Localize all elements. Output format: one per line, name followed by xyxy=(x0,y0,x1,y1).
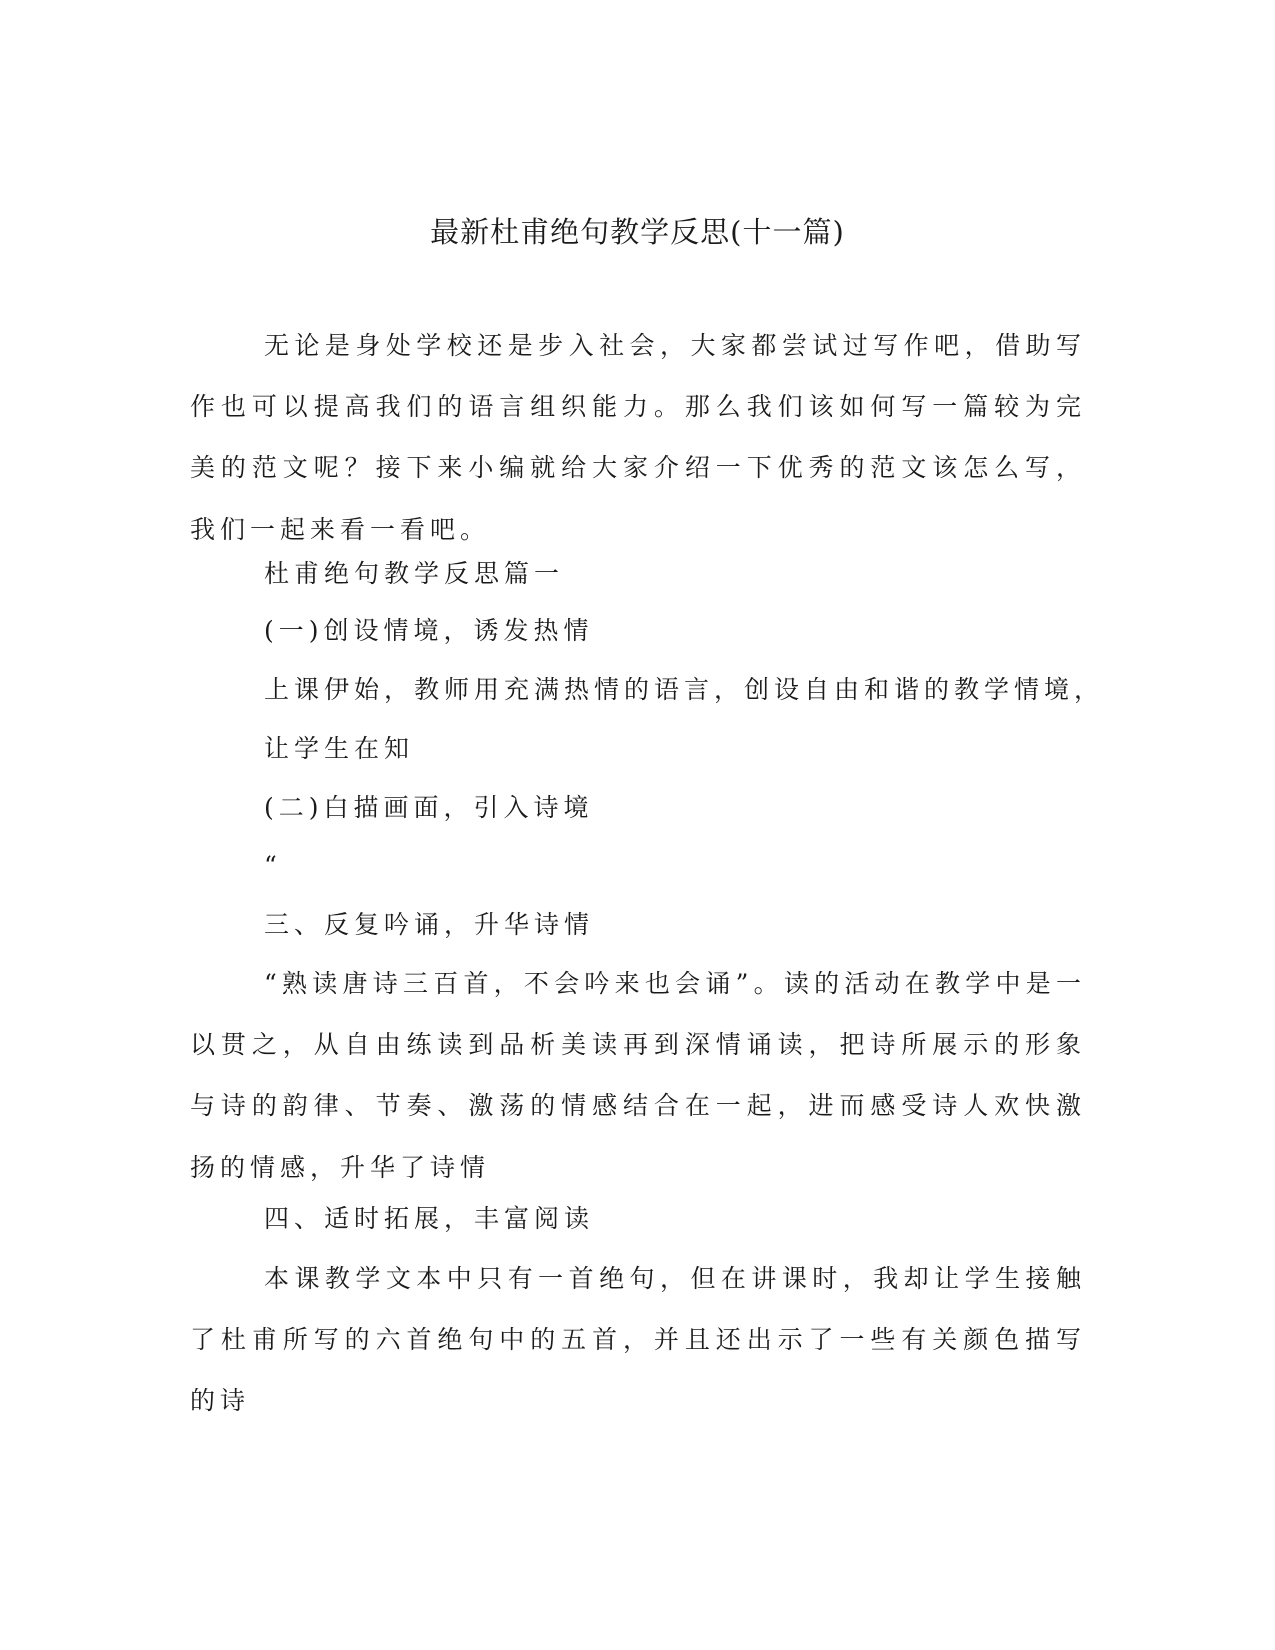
part1-heading: (一)创设情境，诱发热情 xyxy=(264,616,594,645)
intro-paragraph: 无论是身处学校还是步入社会，大家都尝试过写作吧，借助写作也可以提高我们的语言组织能力。那么我们该如何写一篇较为完美的范文呢？接下来小编就给大家介绍一下优秀的范文该怎么写，我们一起来看一看吧。 xyxy=(190,331,1086,544)
part1-text-line1: 上课伊始，教师用充满热情的语言，创设自由和谐的教学情境， xyxy=(264,675,1105,704)
open-quote-mark: “ xyxy=(264,851,282,880)
part3-paragraph: “熟读唐诗三百首，不会吟来也会诵”。读的活动在教学中是一以贯之，从自由练读到品析美读再到深情诵读，把诗所展示的形象与诗的韵律、节奏、激荡的情感结合在一起，进而感受诗人欢快激扬的情感，升华了诗情 xyxy=(190,969,1086,1182)
section-heading: 杜甫绝句教学反思篇一 xyxy=(264,559,565,588)
part3-heading: 三、反复吟诵，升华诗情 xyxy=(264,910,595,939)
part2-heading: (二)白描画面，引入诗境 xyxy=(264,793,594,822)
part1-text-line2: 让学生在知 xyxy=(264,734,415,763)
document-title: 最新杜甫绝句教学反思(十一篇) xyxy=(430,215,845,249)
part4-heading: 四、适时拓展，丰富阅读 xyxy=(264,1204,595,1233)
part4-paragraph: 本课教学文本中只有一首绝句，但在讲课时，我却让学生接触了杜甫所写的六首绝句中的五首，并且还出示了一些有关颜色描写的诗 xyxy=(190,1264,1086,1416)
